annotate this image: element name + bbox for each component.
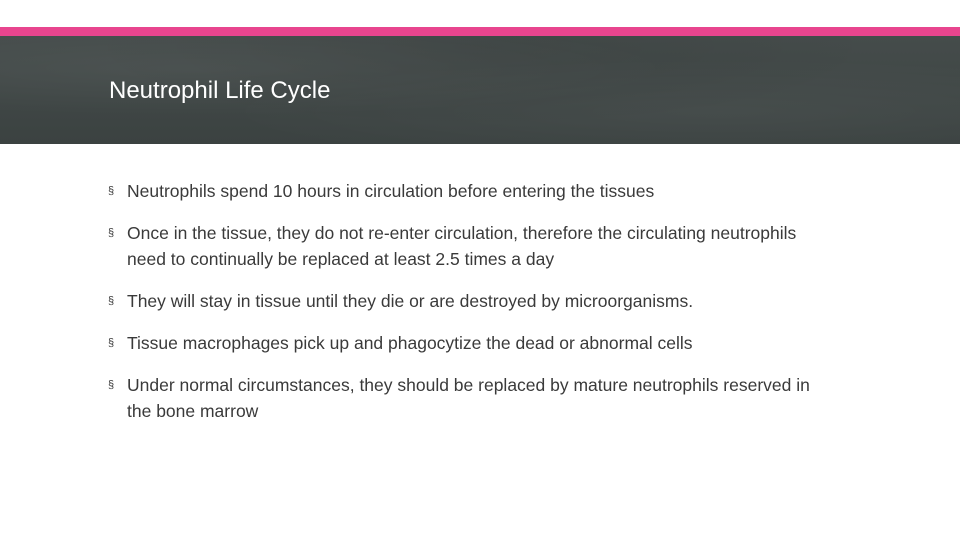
bullet-text: Under normal circumstances, they should be replaced by mature neutrophils reserved in the bone marrow	[127, 375, 810, 421]
top-margin	[0, 0, 960, 27]
bullet-marker-icon: §	[108, 227, 115, 239]
accent-bar	[0, 27, 960, 36]
bullet-text: Tissue macrophages pick up and phagocytize the dead or abnormal cells	[127, 333, 693, 353]
bullet-marker-icon: §	[108, 379, 115, 391]
title-band	[0, 36, 960, 144]
bullet-marker-icon: §	[108, 337, 115, 349]
bullet-text: They will stay in tissue until they die or are destroyed by microorganisms.	[127, 291, 694, 311]
bullet-marker-icon: §	[108, 295, 115, 307]
bullet-text: Once in the tissue, they do not re-enter circulation, therefore the circulating neutrophils need to continually be replaced at least 2.5 times a day	[127, 223, 797, 269]
bullet-item	[108, 288, 838, 314]
bullet-item	[108, 330, 838, 356]
bullet-item	[108, 372, 838, 424]
bullet-marker-icon: §	[108, 185, 115, 197]
bullet-item	[108, 220, 838, 272]
bullet-list	[108, 178, 838, 440]
slide-title: Neutrophil Life Cycle	[109, 77, 331, 104]
bullet-text: Neutrophils spend 10 hours in circulation before entering the tissues	[127, 181, 655, 201]
bullet-item	[108, 178, 838, 204]
